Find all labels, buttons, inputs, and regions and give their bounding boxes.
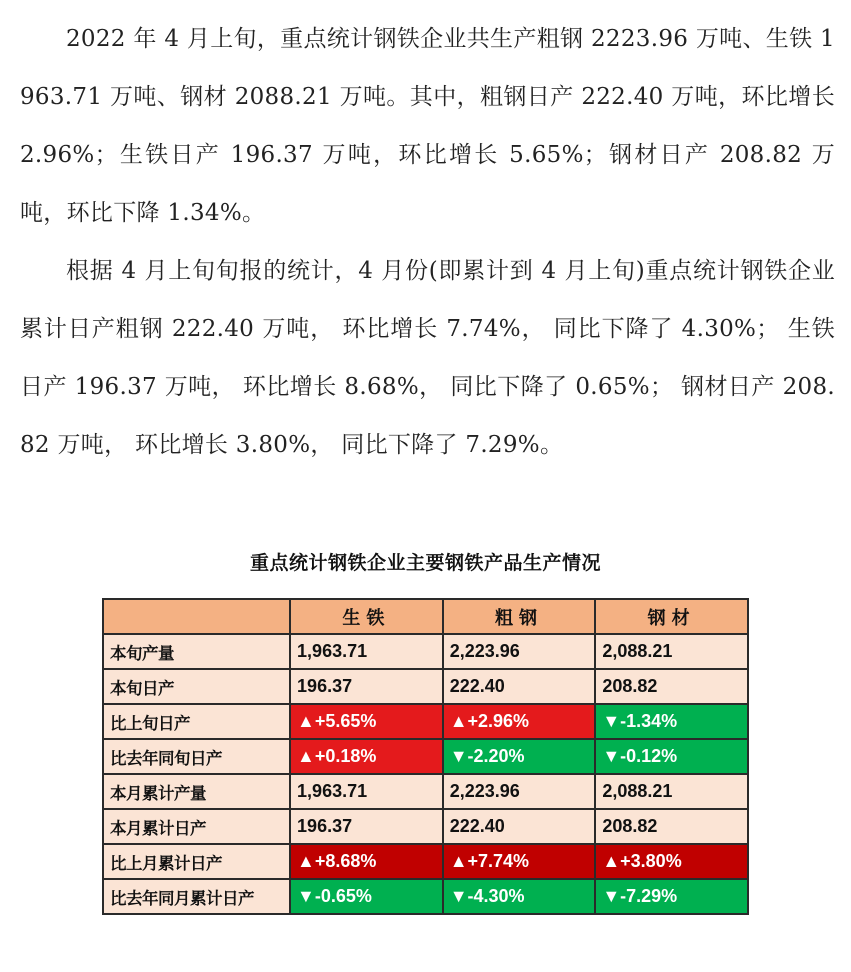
table-cell: 222.40: [443, 669, 596, 704]
row-label: 比上月累计日产: [103, 844, 290, 879]
header-pig-iron: 生铁: [290, 599, 443, 634]
table-cell: 208.82: [595, 669, 748, 704]
header-steel-products: 钢材: [595, 599, 748, 634]
table-cell: 196.37: [290, 809, 443, 844]
table-cell: ▲+5.65%: [290, 704, 443, 739]
table-cell: ▼-0.12%: [595, 739, 748, 774]
table-cell: ▲+7.74%: [443, 844, 596, 879]
table-cell: 2,088.21: [595, 634, 748, 669]
table-cell: 196.37: [290, 669, 443, 704]
table-cell: ▼-4.30%: [443, 879, 596, 914]
table-body: [103, 634, 748, 914]
row-label: 本旬产量: [103, 634, 290, 669]
table-cell: ▼-1.34%: [595, 704, 748, 739]
row-label: 本月累计产量: [103, 774, 290, 809]
table-row: [103, 739, 748, 774]
header-crude-steel: 粗钢: [443, 599, 596, 634]
table-row: [103, 844, 748, 879]
table-row: [103, 669, 748, 704]
table-cell: ▲+3.80%: [595, 844, 748, 879]
table-row: [103, 809, 748, 844]
table-cell: ▲+8.68%: [290, 844, 443, 879]
table-title: 重点统计钢铁企业主要钢铁产品生产情况: [249, 552, 601, 574]
table-cell: ▲+0.18%: [290, 739, 443, 774]
row-label: 比去年同旬日产: [103, 739, 290, 774]
table-cell: ▼-2.20%: [443, 739, 596, 774]
row-label: 比去年同月累计日产: [103, 879, 290, 914]
paragraph-summary: 2022 年 4 月上旬，重点统计钢铁企业共生产粗钢 2223.96 万吨、生铁 1963.71 万吨、钢材 2088.21 万吨。其中，粗钢日产 222.40 万吨，环比增长 2.96%；生铁日产 196.37 万吨，环比增长 5.65%；钢材日产 208.82 万吨，环比下降 1.34%。: [20, 26, 835, 226]
table-cell: ▲+2.96%: [443, 704, 596, 739]
production-table: [102, 598, 749, 915]
row-label: 比上旬日产: [103, 704, 290, 739]
header-corner: [103, 599, 290, 634]
table-cell: 1,963.71: [290, 634, 443, 669]
table-cell: 2,088.21: [595, 774, 748, 809]
table-cell: ▼-0.65%: [290, 879, 443, 914]
row-label: 本旬日产: [103, 669, 290, 704]
table-cell: 2,223.96: [443, 774, 596, 809]
table-row: [103, 634, 748, 669]
table-header-row: [103, 599, 748, 634]
table-row: [103, 774, 748, 809]
table-cell: ▼-7.29%: [595, 879, 748, 914]
table-cell: 1,963.71: [290, 774, 443, 809]
row-label: 本月累计日产: [103, 809, 290, 844]
table-row: [103, 879, 748, 914]
document-body: [20, 10, 835, 474]
paragraph-monthly: 根据 4 月上旬旬报的统计，4 月份(即累计到 4 月上旬)重点统计钢铁企业累计日产粗钢 222.40 万吨， 环比增长 7.74%， 同比下降了 4.30%； 生铁日产 196.37 万吨， 环比增长 8.68%， 同比下降了 0.65%； 钢材日产 208.82 万吨， 环比增长 3.80%， 同比下降了 7.29%。: [20, 258, 835, 458]
table-cell: 208.82: [595, 809, 748, 844]
table-cell: 2,223.96: [443, 634, 596, 669]
table-row: [103, 704, 748, 739]
table-cell: 222.40: [443, 809, 596, 844]
